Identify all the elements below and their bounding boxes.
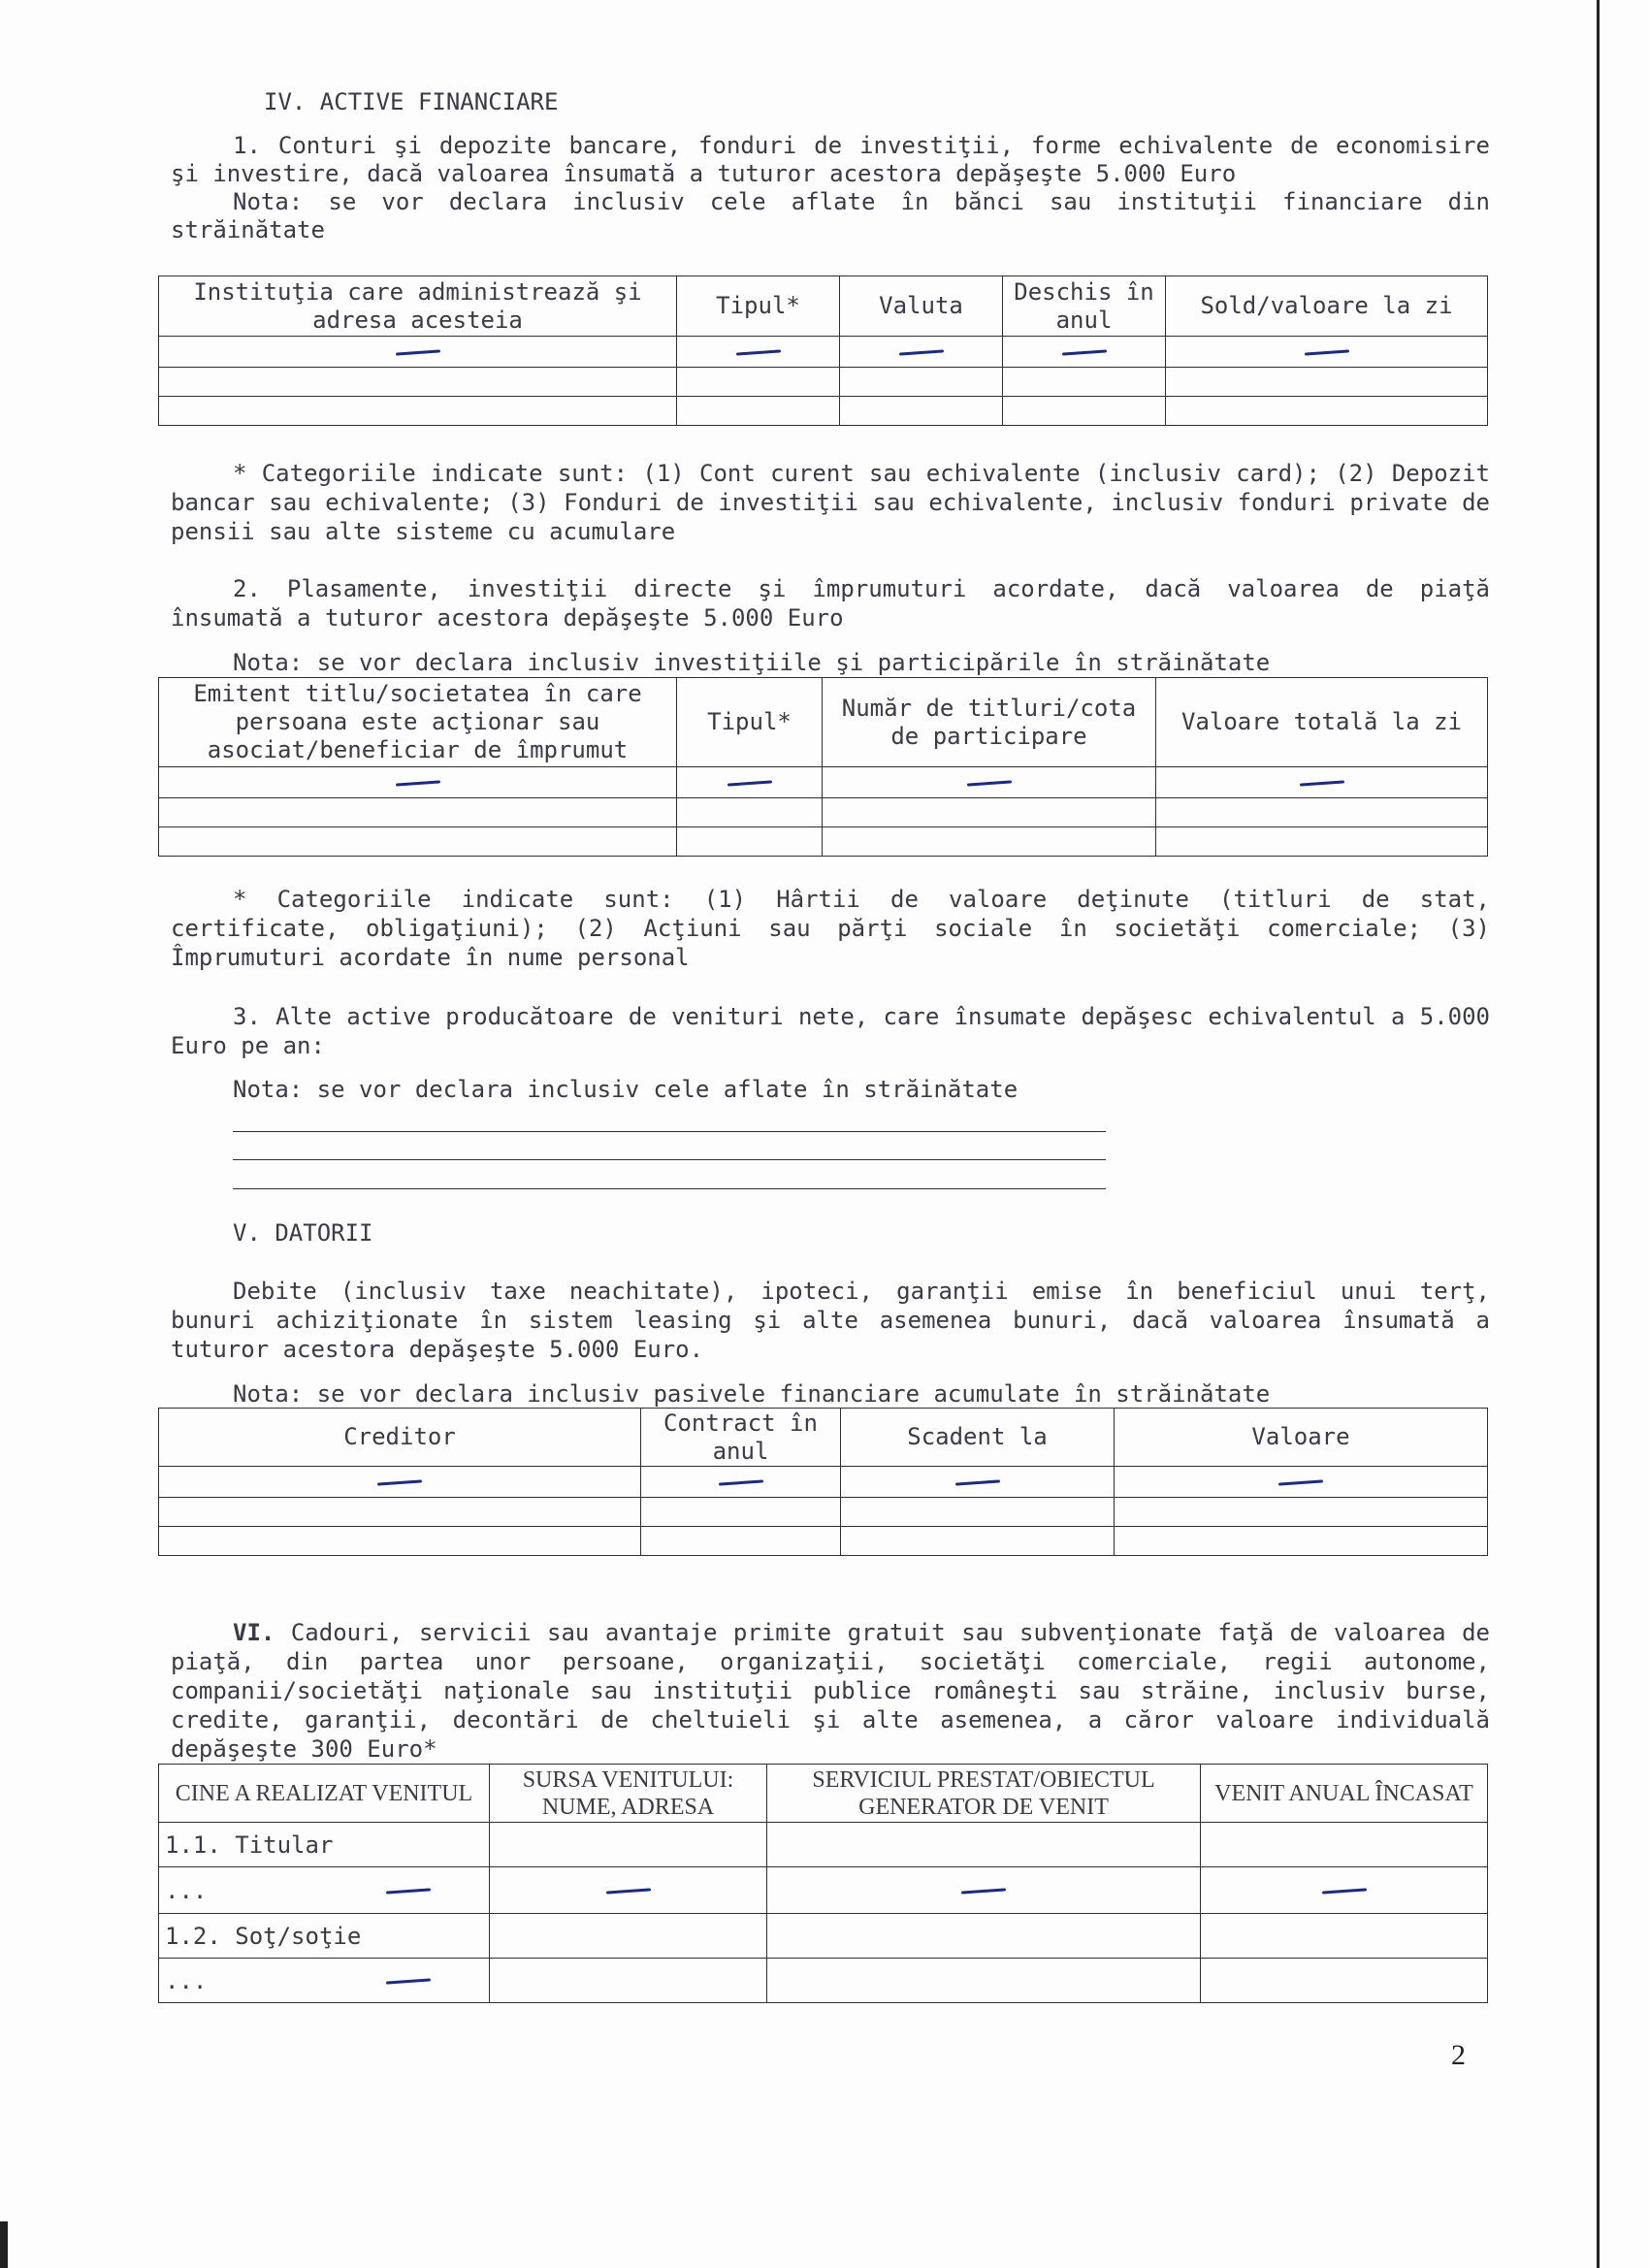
section-iv-p1-note: Nota: se vor declara inclusiv cele aflate în bănci sau instituţii financiare din străinătate xyxy=(171,188,1490,243)
section-iv-p2 xyxy=(171,574,1490,632)
row-label: 1.2. Soţ/soţie xyxy=(159,1914,490,1959)
section-iv-p2-note-wrap xyxy=(171,648,1490,677)
col-header: Tipul* xyxy=(677,678,823,767)
section-iv-heading: IV. ACTIVE FINANCIARE xyxy=(264,88,559,115)
col-header: Emitent titlu/societatea în care persoana este acţionar sau asociat/beneficiar de împrumut xyxy=(159,678,677,767)
col-header: Scadent la xyxy=(841,1409,1115,1467)
table-row xyxy=(159,1867,1488,1914)
handwritten-dash xyxy=(1321,1889,1366,1895)
handwritten-dash xyxy=(961,1889,1006,1895)
section-iv-p1-text: 1. Conturi şi depozite bancare, fonduri de investiţii, forme echivalente de economisire şi investire, dacă valoarea însumată a tuturor acestora depăşeşte 5.000 Euro xyxy=(171,132,1490,187)
section-iv-p3 xyxy=(171,1002,1490,1060)
section-iv-p3-note: Nota: se vor declara inclusiv cele aflate în străinătate xyxy=(233,1076,1018,1103)
handwritten-dash xyxy=(386,1978,431,1984)
page-number: 2 xyxy=(1451,2039,1466,2071)
handwritten-dash xyxy=(727,780,771,786)
handwritten-dash xyxy=(395,780,439,786)
section-iv-p2-text: 2. Plasamente, investiţii directe şi împrumuturi acordate, dacă valoarea de piaţă însumată a tuturor acestora depăşeşte 5.000 Euro xyxy=(171,575,1490,632)
table-header-row xyxy=(159,678,1488,767)
row-label: 1.1. Titular xyxy=(159,1823,490,1867)
table-header-row xyxy=(159,1409,1488,1467)
col-header: Sold/valoare la zi xyxy=(1166,276,1488,337)
table-row xyxy=(159,337,1488,368)
blank-line xyxy=(233,1188,1106,1189)
handwritten-dash xyxy=(395,349,439,355)
col-header: Valuta xyxy=(840,276,1003,337)
handwritten-dash xyxy=(605,1889,650,1895)
table-row xyxy=(159,798,1488,827)
table2-footnote xyxy=(171,885,1490,972)
section-iv-p2-note: Nota: se vor declara inclusiv investiţiile şi participările în străinătate xyxy=(233,649,1271,676)
col-header: Contract în anul xyxy=(641,1409,841,1467)
col-header: CINE A REALIZAT VENITUL xyxy=(159,1765,490,1823)
section-vi-number: VI. xyxy=(233,1619,275,1646)
col-header: SURSA VENITULUI: NUME, ADRESA xyxy=(490,1765,767,1823)
section-v-p1 xyxy=(171,1277,1490,1364)
table-row xyxy=(159,1823,1488,1867)
section-v-heading: V. DATORII xyxy=(233,1219,373,1247)
col-header: VENIT ANUAL ÎNCASAT xyxy=(1201,1765,1488,1823)
table-row xyxy=(159,368,1488,397)
table-row xyxy=(159,1498,1488,1527)
handwritten-dash xyxy=(1278,1479,1323,1485)
table-row xyxy=(159,767,1488,798)
row-label: ... xyxy=(159,1867,490,1914)
table1-footnote xyxy=(171,459,1490,546)
section-v-note-wrap xyxy=(171,1379,1490,1409)
handwritten-dash xyxy=(718,1479,762,1485)
table-header-row xyxy=(159,1765,1488,1823)
col-header: Valoare totală la zi xyxy=(1156,678,1488,767)
col-header: SERVICIUL PRESTAT/OBIECTUL GENERATOR DE VENIT xyxy=(767,1765,1201,1823)
blank-line xyxy=(233,1131,1106,1132)
table-header-row xyxy=(159,276,1488,337)
bank-accounts-table xyxy=(158,275,1488,426)
handwritten-dash xyxy=(735,349,780,355)
handwritten-dash xyxy=(898,349,943,355)
section-iv-p3-text: 3. Alte active producătoare de venituri nete, care însumate depăşesc echivalentul a 5.000 Euro pe an: xyxy=(171,1003,1490,1059)
gifts-table xyxy=(158,1764,1488,2003)
col-header: Valoare xyxy=(1115,1409,1488,1467)
section-v-p1-text: Debite (inclusiv taxe neachitate), ipoteci, garanţii emise în beneficiul unui terţ, bunuri achiziţionate în sistem leasing şi alte asemenea bunuri, dacă valoarea însumată a tuturor acestora depăşeşte 5.000 Euro. xyxy=(171,1278,1490,1363)
table-row xyxy=(159,827,1488,857)
handwritten-dash xyxy=(966,780,1011,786)
handwritten-dash xyxy=(954,1479,999,1485)
table-row xyxy=(159,397,1488,426)
section-vi-p1-text xyxy=(171,1618,1490,1764)
handwritten-dash xyxy=(1299,780,1343,786)
table-row xyxy=(159,1527,1488,1556)
handwritten-dash xyxy=(377,1479,422,1485)
handwritten-dash xyxy=(1304,349,1348,355)
investments-table xyxy=(158,677,1488,857)
col-header: Tipul* xyxy=(677,276,840,337)
section-vi-p1 xyxy=(171,1618,1490,1764)
scan-corner-mark xyxy=(0,2221,8,2268)
table2-footnote-text: * Categoriile indicate sunt: (1) Hârtii de valoare deţinute (titluri de stat, certificate, obligaţiuni); (2) Acţiuni sau părţi sociale în societăţi comerciale; (3) Împrumuturi acordate în nume personal xyxy=(171,886,1490,971)
table1-footnote-text: * Categoriile indicate sunt: (1) Cont curent sau echivalente (inclusiv card); (2) Depozit bancar sau echivalente; (3) Fonduri de investiţii sau echivalente, inclusiv fonduri private de pensii sau alte sisteme cu acumulare xyxy=(171,460,1490,545)
debts-table xyxy=(158,1408,1488,1556)
col-header: Creditor xyxy=(159,1409,641,1467)
scan-edge-line xyxy=(1597,0,1600,2268)
section-v-note: Nota: se vor declara inclusiv pasivele financiare acumulate în străinătate xyxy=(233,1380,1271,1408)
section-vi-body: Cadouri, servicii sau avantaje primite gratuit sau subvenţionate faţă de valoarea de piaţă, din partea unor persoane, organizaţii, societăţi comerciale, regii autonome, companii/societăţi naţionale sau instituţii publice româneşti sau străine, inclusiv burse, credite, garanţii, decontări de cheltuieli şi alte asemenea, a căror valoare individuală depăşeşte 300 Euro* xyxy=(171,1619,1491,1763)
table-row xyxy=(159,1959,1488,2003)
col-header: Instituţia care administrează şi adresa acesteia xyxy=(159,276,677,337)
table-row xyxy=(159,1467,1488,1498)
section-iv-p1 xyxy=(171,132,1490,244)
table-row xyxy=(159,1914,1488,1959)
col-header: Număr de titluri/cota de participare xyxy=(823,678,1156,767)
row-label: ... xyxy=(159,1959,490,2003)
handwritten-dash xyxy=(1061,349,1106,355)
col-header: Deschis în anul xyxy=(1003,276,1166,337)
blank-line xyxy=(233,1159,1106,1160)
section-iv-p3-note-wrap xyxy=(171,1075,1490,1104)
handwritten-dash xyxy=(386,1888,431,1894)
